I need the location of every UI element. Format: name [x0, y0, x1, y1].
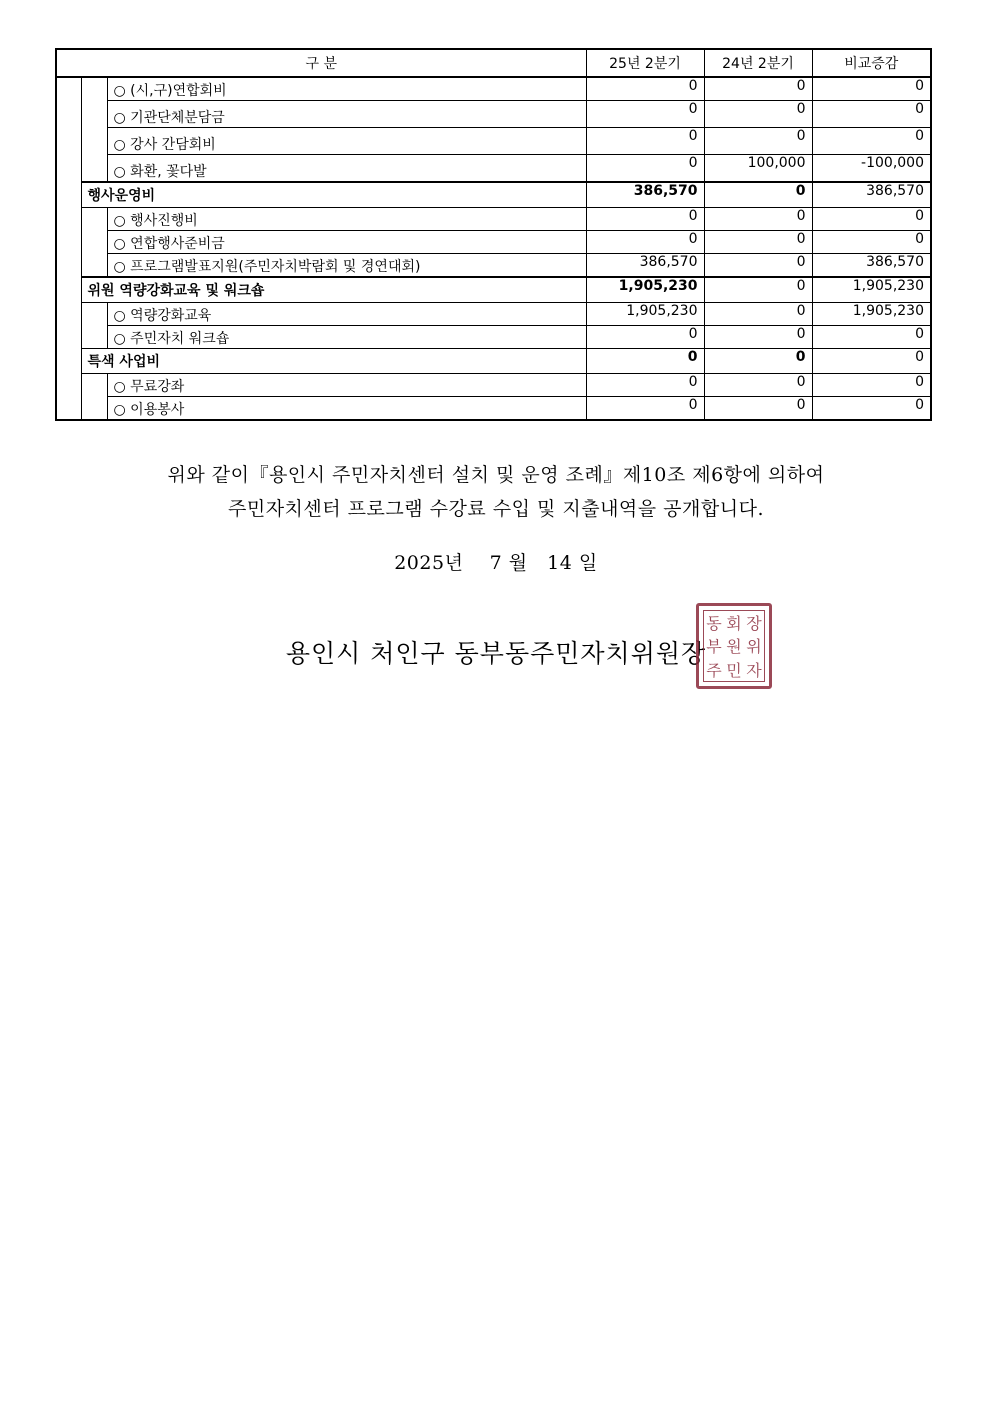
- notice-date: 2025년 7 월 14 일: [394, 552, 598, 574]
- outer-indent-cell: [56, 77, 81, 420]
- table-row: [56, 397, 931, 421]
- cell-diff: 386,570: [812, 182, 931, 208]
- cell-24q2: 0: [704, 374, 812, 397]
- cell-diff: 1,905,230: [812, 303, 931, 326]
- cell-24q2: 0: [704, 101, 812, 128]
- cell-diff: 0: [812, 397, 931, 421]
- indent-cell: [81, 374, 107, 421]
- row-label: ○ 강사 간담회비: [107, 128, 586, 155]
- indent-cell: [81, 208, 107, 278]
- notice-line-2: 주민자치센터 프로그램 수강료 수입 및 지출내역을 공개합니다.: [228, 498, 764, 520]
- table-row: [56, 374, 931, 397]
- category-row: [56, 349, 931, 374]
- row-label: ○ 프로그램발표지원(주민자치박람회 및 경연대회): [107, 254, 586, 278]
- table-row: [56, 326, 931, 349]
- seal-char: 동: [706, 614, 722, 634]
- category-row: [56, 182, 931, 208]
- cell-diff: 0: [812, 374, 931, 397]
- header-category: 구 분: [56, 49, 586, 77]
- table-row: [56, 231, 931, 254]
- cell-24q2: 0: [704, 231, 812, 254]
- cell-24q2: 0: [704, 277, 812, 303]
- cell-24q2: 100,000: [704, 155, 812, 183]
- cell-24q2: 0: [704, 303, 812, 326]
- cell-25q2: 0: [586, 155, 704, 183]
- seal-char: 장: [746, 614, 762, 634]
- seal-char: 회: [726, 614, 742, 634]
- table-row: [56, 101, 931, 128]
- notice-line-1: 위와 같이『용인시 주민자치센터 설치 및 운영 조례』제10조 제6항에 의하여: [167, 464, 825, 486]
- cell-25q2: 0: [586, 208, 704, 231]
- cell-25q2: 0: [586, 397, 704, 421]
- cell-24q2: 0: [704, 254, 812, 278]
- cell-24q2: 0: [704, 349, 812, 374]
- row-label: ○ 연합행사준비금: [107, 231, 586, 254]
- header-24q2: 24년 2분기: [704, 49, 812, 77]
- table-row: [56, 254, 931, 278]
- indent-cell: [81, 77, 107, 182]
- cell-25q2: 0: [586, 77, 704, 101]
- cell-25q2: 386,570: [586, 254, 704, 278]
- row-label: ○ 행사진행비: [107, 208, 586, 231]
- cell-25q2: 0: [586, 128, 704, 155]
- cell-25q2: 0: [586, 374, 704, 397]
- cell-25q2: 386,570: [586, 182, 704, 208]
- category-row: [56, 277, 931, 303]
- table-header-row: [56, 49, 931, 77]
- indent-cell: [81, 303, 107, 349]
- table-row: [56, 155, 931, 183]
- seal-char: 위: [746, 637, 762, 657]
- row-label: ○ (시,구)연합회비: [107, 77, 586, 101]
- table-row: [56, 208, 931, 231]
- cell-25q2: 0: [586, 349, 704, 374]
- cell-25q2: 0: [586, 231, 704, 254]
- header-25q2: 25년 2분기: [586, 49, 704, 77]
- cell-diff: 0: [812, 128, 931, 155]
- seal-char: 주: [706, 660, 722, 680]
- cell-diff: 0: [812, 231, 931, 254]
- row-label: ○ 기관단체분담금: [107, 101, 586, 128]
- cell-24q2: 0: [704, 397, 812, 421]
- seal-char: 원: [726, 637, 742, 657]
- category-label: 특색 사업비: [81, 349, 586, 374]
- cell-diff: 0: [812, 208, 931, 231]
- cell-25q2: 0: [586, 326, 704, 349]
- header-diff: 비교증감: [812, 49, 931, 77]
- cell-24q2: 0: [704, 77, 812, 101]
- cell-25q2: 1,905,230: [586, 277, 704, 303]
- cell-diff: -100,000: [812, 155, 931, 183]
- cell-diff: 386,570: [812, 254, 931, 278]
- cell-25q2: 0: [586, 101, 704, 128]
- cell-diff: 0: [812, 77, 931, 101]
- cell-diff: 0: [812, 326, 931, 349]
- cell-25q2: 1,905,230: [586, 303, 704, 326]
- category-label: 행사운영비: [81, 182, 586, 208]
- row-label: ○ 이용봉사: [107, 397, 586, 421]
- row-label: ○ 화환, 꽃다발: [107, 155, 586, 183]
- cell-24q2: 0: [704, 326, 812, 349]
- seal-glyphs: [703, 610, 765, 682]
- row-label: ○ 주민자치 워크숍: [107, 326, 586, 349]
- seal-char: 민: [726, 660, 742, 680]
- cell-diff: 0: [812, 349, 931, 374]
- cell-24q2: 0: [704, 128, 812, 155]
- category-label: 위원 역량강화교육 및 워크숍: [81, 277, 586, 303]
- expense-table: [55, 48, 932, 421]
- row-label: ○ 역량강화교육: [107, 303, 586, 326]
- cell-diff: 1,905,230: [812, 277, 931, 303]
- seal-char: 자: [746, 660, 762, 680]
- signature-title: 용인시 처인구 동부동주민자치위원장: [285, 639, 707, 668]
- cell-24q2: 0: [704, 208, 812, 231]
- seal-char: 부: [706, 637, 722, 657]
- cell-diff: 0: [812, 101, 931, 128]
- table-row: [56, 77, 931, 101]
- official-seal: [696, 603, 772, 689]
- table-row: [56, 128, 931, 155]
- table-row: [56, 303, 931, 326]
- row-label: ○ 무료강좌: [107, 374, 586, 397]
- cell-24q2: 0: [704, 182, 812, 208]
